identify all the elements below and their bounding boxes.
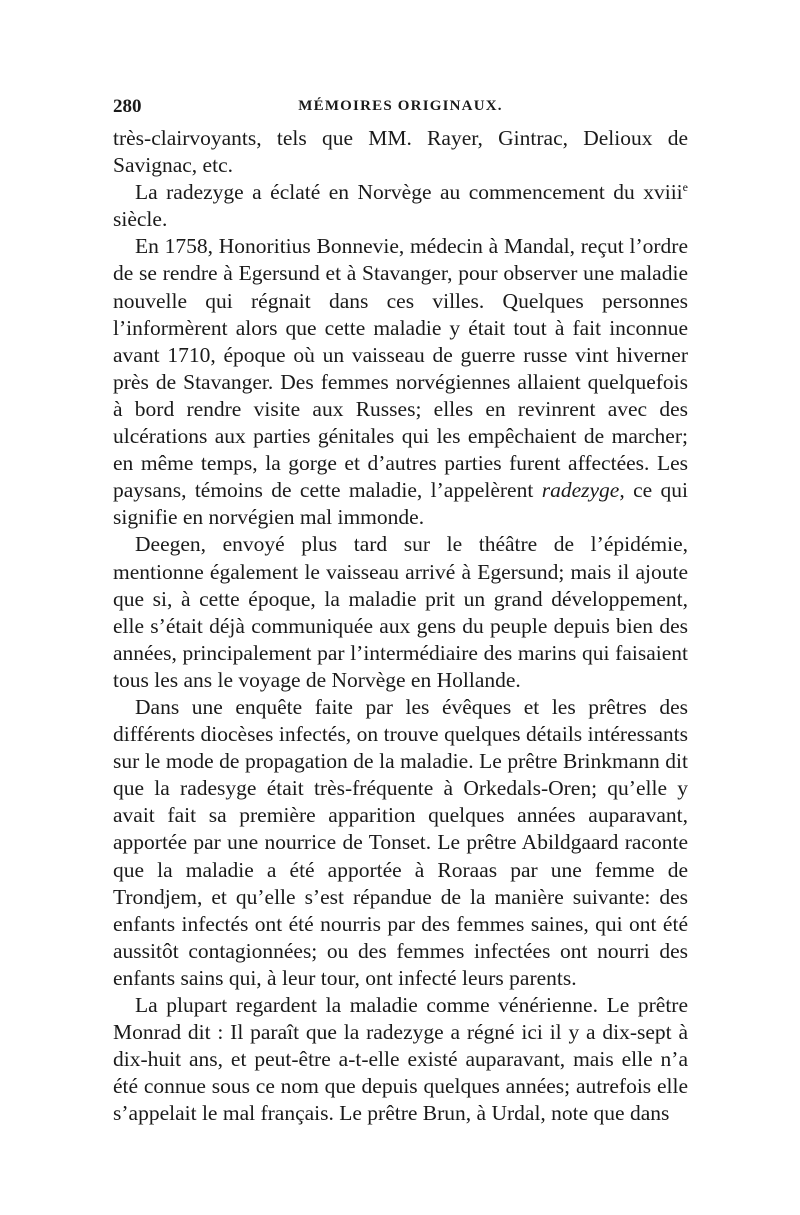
italic-term: radezyge, — [541, 478, 625, 503]
paragraph-bonnevie — [113, 233, 688, 531]
paragraph-text: ce qui signifie en norvégien mal immonde. — [113, 478, 689, 530]
body-text — [113, 125, 688, 1127]
page-number: 280 — [113, 96, 142, 117]
paragraph-text: La radezyge a éclaté en Norvège au commencement du xviii — [135, 180, 683, 205]
paragraph-continuation: très-clairvoyants, tels que MM. Rayer, Gintrac, Delioux de Savignac, etc. — [113, 126, 688, 178]
paragraph-enquete: Dans une enquête faite par les évêques et les prêtres des différents diocèses infectés, on trouve quelques détails intéressants sur le mode de propagation de la maladie. Le prêtre Brinkmann dit que la radesyge était très-fréquente à Orkedals-Oren; qu’elle y avait fait sa première apparition quelques années auparavant, apportée par une nourrice de Tonset. Le prêtre Abildgaard raconte que la maladie a été apportée à Roraas par une femme de Trondjem, et qu’elle s’est répandue de la manière suivante: des enfants infectés ont été nourris par des femmes saines, qui ont été aussitôt contagionnées; ou des femmes infectées ont nourri des enfants sains qui, à leur tour, ont infecté leurs parents. — [113, 694, 688, 990]
running-title: MÉMOIRES ORIGINAUX. — [298, 98, 503, 114]
paragraph-monrad: La plupart regardent la maladie comme vénérienne. Le prêtre Monrad dit : Il paraît que la radezyge a régné ici il y a dix-sept à dix-huit ans, et peut-être a-t-elle existé auparavant, mais elle n’a été connue sous ce nom que depuis quelques années; autrefois elle s’appelait le mal français. Le prêtre Brun, à Urdal, note que dans — [113, 993, 688, 1126]
paragraph-text: siècle. — [113, 207, 168, 232]
paragraph-text: En 1758, Honoritius Bonnevie, médecin à Mandal, reçut l’ordre de se rendre à Egersund et à Stavanger, pour observer une maladie nouvelle qui régnait dans ces villes. Quelques personnes l’informèrent alors que cette maladie y était tout à fait inconnue avant 1710, époque où un vaisseau de guerre russe vint hiverner près de Stavanger. Des femmes norvégiennes allaient quelquefois à bord rendre visite aux Russes; elles en revinrent avec des ulcérations aux parties génitales qui les empêchaient de marcher; en même temps, la gorge et d’autres parties furent affectées. Les paysans, témoins de cette maladie, l’appelèrent — [113, 234, 688, 503]
paragraph-deegen: Deegen, envoyé plus tard sur le théâtre de l’épidémie, mentionne également le vaisseau arrivé à Egersund; mais il ajoute que si, à cette époque, la maladie prit un grand développement, elle s’était déjà communiquée aux gens du peuple depuis bien des années, principalement par l’intermédiaire des marins qui faisaient tous les ans le voyage de Norvège en Hollande. — [113, 532, 688, 692]
page-header — [113, 96, 688, 122]
page — [113, 96, 688, 1127]
century-superscript: e — [682, 180, 688, 195]
paragraph-radezyge-origin — [113, 179, 688, 233]
